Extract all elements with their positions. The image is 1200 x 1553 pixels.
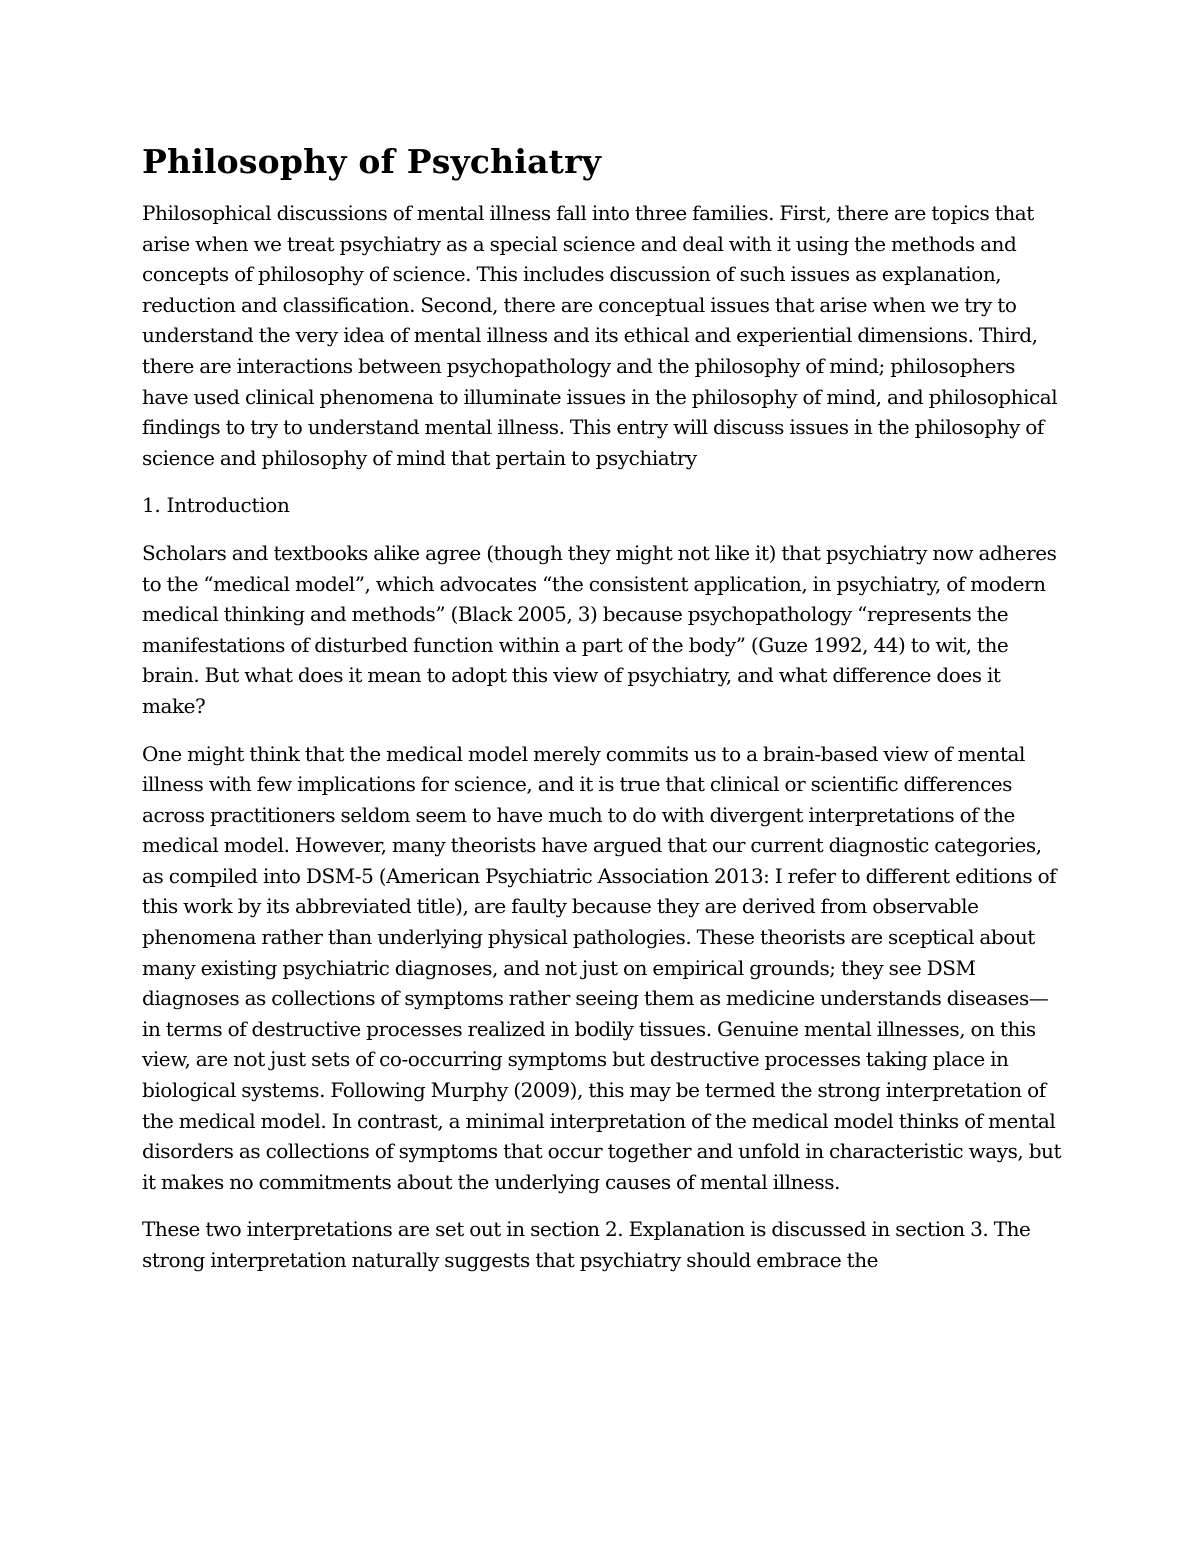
body-paragraph-1: Scholars and textbooks alike agree (though they might not like it) that psychiatry now adheres to the “medical model”, which advocates “the consistent application, in psychiatry, of modern medical thinking and methods” (Black 2005, 3) because psychopathology “represents the manifestations of disturbed function within a part of the body” (Guze 1992, 44) to wit, the brain. But what does it mean to adopt this view of psychiatry, and what difference does it make? [142, 540, 1057, 718]
body-paragraph-3: These two interpretations are set out in section 2. Explanation is discussed in section 3. The strong interpretation naturally suggests that psychiatry should embrace the [142, 1217, 1031, 1272]
document-title: Philosophy of Psychiatry [142, 142, 602, 181]
body-paragraph-2: One might think that the medical model merely commits us to a brain-based view of mental illness with few implications for science, and it is true that clinical or scientific differences across practitioners seldom seem to have much to do with divergent interpretations of the medical model. However, many theorists have argued that our current diagnostic categories, as compiled into DSM-5 (American Psychiatric Association 2013: I refer to different editions of this work by its abbreviated title), are faulty because they are derived from observable phenomena rather than underlying physical pathologies. These theorists are sceptical about many existing psychiatric diagnoses, and not just on empirical grounds; they see DSM diagnoses as collections of symptoms rather seeing them as medicine understands diseases—in terms of destructive processes realized in bodily tissues. Genuine mental illnesses, on this view, are not just sets of co-occurring symptoms but destructive processes taking place in biological systems. Following Murphy (2009), this may be termed the strong interpretation of the medical model. In contrast, a minimal interpretation of the medical model thinks of mental disorders as collections of symptoms that occur together and unfold in characteristic ways, but it makes no commitments about the underlying causes of mental illness. [142, 741, 1062, 1194]
section-heading-introduction: 1. Introduction [142, 493, 290, 518]
abstract-paragraph: Philosophical discussions of mental illness fall into three families. First, there are topics that arise when we treat psychiatry as a special science and deal with it using the methods and concepts of philosophy of science. This includes discussion of such issues as explanation, reduction and classification. Second, there are conceptual issues that arise when we try to understand the very idea of mental illness and its ethical and experiential dimensions. Third, there are interactions between psychopathology and the philosophy of mind; philosophers have used clinical phenomena to illuminate issues in the philosophy of mind, and philosophical findings to try to understand mental illness. This entry will discuss issues in the philosophy of science and philosophy of mind that pertain to psychiatry [142, 201, 1058, 470]
document-content [142, 138, 1062, 1293]
